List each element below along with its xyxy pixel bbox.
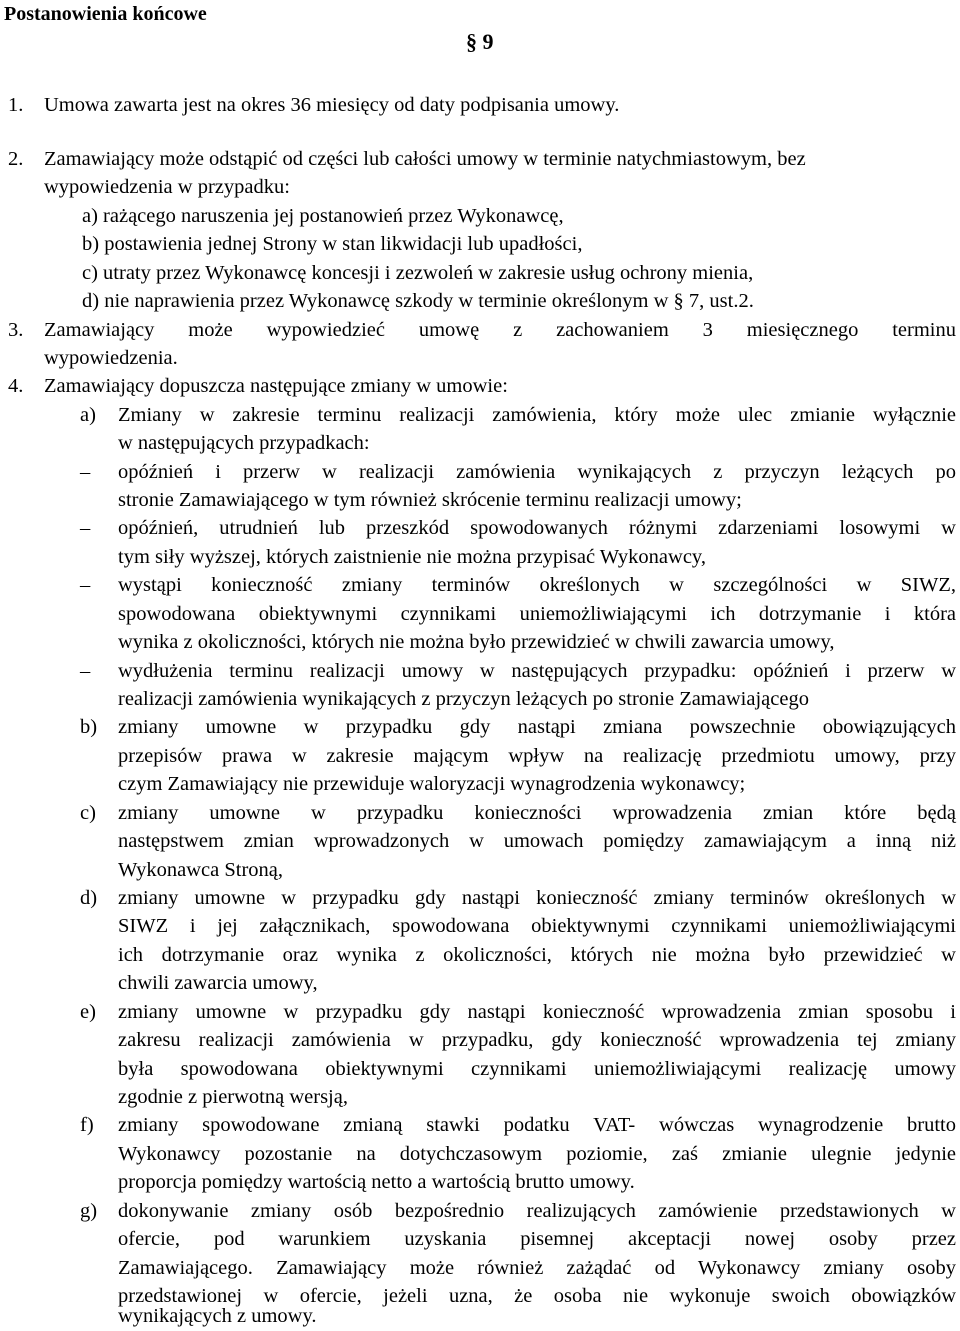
bullet-text: realizacji zamówienia wynikających z przyczyn leżących po stronie Zamawiającego: [118, 688, 809, 710]
list-item-text: Wykonawcy pozostanie na dotychczasowym poziomie, zaś zmianie ulegnie jedynie: [118, 1143, 956, 1165]
list-item-text: w następujących przypadkach:: [118, 432, 370, 454]
list-item-text: dokonywanie zmiany osób bezpośrednio realizujących zamówienie przedstawionych w: [118, 1200, 956, 1222]
list-item-text: Wykonawca Stroną,: [118, 859, 283, 881]
list-label: b): [80, 716, 98, 738]
bullet-text: opóźnień, utrudnień lub przeszkód spowodowanych różnymi zdarzeniami losowymi w: [118, 517, 956, 539]
bullet-text: tym siły wyższej, których zaistnienie nie można przypisać Wykonawcy,: [118, 546, 706, 568]
list-item-text: zakresu realizacji zamówienia w przypadku, gdy konieczność wprowadzenia tej zmiany: [118, 1029, 956, 1051]
list-item-text: zmiany umowne w przypadku konieczności wprowadzenia zmian które będą: [118, 802, 956, 824]
list-item-text: ich dotrzymanie oraz wynika z okoliczności, których nie można było przewidzieć w: [118, 944, 956, 966]
list-label: f): [80, 1114, 94, 1136]
dash-bullet: –: [80, 461, 91, 483]
item-number: 4.: [8, 375, 24, 397]
item-text: wypowiedzenia w przypadku:: [44, 176, 290, 198]
section-heading: Postanowienia końcowe: [4, 3, 207, 25]
item-text: Umowa zawarta jest na okres 36 miesięcy od daty podpisania umowy.: [44, 94, 620, 116]
list-item-text: zmiany spowodowane zmianą stawki podatku VAT- wówczas wynagrodzenie brutto: [118, 1114, 956, 1136]
dash-bullet: –: [80, 574, 91, 596]
list-item-text: chwili zawarcia umowy,: [118, 972, 318, 994]
list-label: g): [80, 1200, 98, 1222]
list-item-text: następstwem zmian wprowadzonych w umowach pomiędzy zamawiającym a inną niż: [118, 830, 956, 852]
list-item: c) utraty przez Wykonawcę koncesji i zezwoleń w zakresie usług ochrony mienia,: [82, 262, 754, 284]
paragraph-number: § 9: [466, 29, 494, 54]
list-item-text: Zmiany w zakresie terminu realizacji zamówienia, który może ulec zmianie wyłącznie: [118, 404, 956, 426]
list-item-text: zmiany umowne w przypadku gdy nastąpi konieczność wprowadzenia zmian sposobu i: [118, 1001, 956, 1023]
item-text: Zamawiający może odstąpić od części lub całości umowy w terminie natychmiastowym, bez: [44, 148, 806, 170]
list-label: d): [80, 887, 98, 909]
list-item-text: zmiany umowne w przypadku gdy nastąpi zmiana powszechnie obowiązujących: [118, 716, 956, 738]
item-number: 2.: [8, 148, 24, 170]
list-item: d) nie naprawienia przez Wykonawcę szkody w terminie określonym w § 7, ust.2.: [82, 290, 754, 312]
list-item-text: była spowodowana obiektywnymi czynnikami uniemożliwiającymi realizację umowy: [118, 1058, 956, 1080]
dash-bullet: –: [80, 517, 91, 539]
bullet-text: wydłużenia terminu realizacji umowy w następujących przypadku: opóźnień i przerw w: [118, 660, 956, 682]
dash-bullet: –: [80, 660, 91, 682]
list-item-text: wynikających z umowy.: [118, 1305, 317, 1327]
bullet-text: spowodowana obiektywnymi czynnikami uniemożliwiającymi ich dotrzymanie i która: [118, 603, 956, 625]
list-item-text: proporcja pomiędzy wartością netto a wartością brutto umowy.: [118, 1171, 635, 1193]
bullet-text: stronie Zamawiającego w tym również skrócenie terminu realizacji umowy;: [118, 489, 742, 511]
bullet-text: opóźnień i przerw w realizacji zamówienia wynikających z przyczyn leżących po: [118, 461, 956, 483]
item-number: 1.: [8, 94, 24, 116]
list-item: b) postawienia jednej Strony w stan likwidacji lub upadłości,: [82, 233, 583, 255]
bullet-text: wynika z okoliczności, których nie można było przewidzieć w chwili zawarcia umowy,: [118, 631, 835, 653]
item-text: wypowiedzenia.: [44, 347, 178, 369]
list-item: a) rażącego naruszenia jej postanowień przez Wykonawcę,: [82, 205, 564, 227]
list-label: a): [80, 404, 96, 426]
list-item-text: SIWZ i jej załącznikach, spowodowana obiektywnymi czynnikami uniemożliwiającymi: [118, 915, 956, 937]
item-text: Zamawiający dopuszcza następujące zmiany w umowie:: [44, 375, 508, 397]
list-item-text: przedstawionej w ofercie, jeżeli uzna, że osoba nie wykonuje swoich obowiązków: [118, 1285, 956, 1307]
list-item-text: zgodnie z pierwotną wersją,: [118, 1086, 348, 1108]
bullet-text: wystąpi konieczność zmiany terminów określonych w szczególności w SIWZ,: [118, 574, 956, 596]
list-item-text: Zamawiającego. Zamawiający może również zażądać od Wykonawcy zmiany osoby: [118, 1257, 956, 1279]
list-label: c): [80, 802, 96, 824]
list-item-text: ofercie, pod warunkiem uzyskania pisemnej akceptacji nowej osoby przez: [118, 1228, 956, 1250]
list-item-text: zmiany umowne w przypadku gdy nastąpi konieczność zmiany terminów określonych w: [118, 887, 956, 909]
item-text: Zamawiający może wypowiedzieć umowę z zachowaniem 3 miesięcznego terminu: [44, 319, 956, 341]
item-number: 3.: [8, 319, 24, 341]
list-item-text: przepisów prawa w zakresie mającym wpływ na realizację przedmiotu umowy, przy: [118, 745, 956, 767]
list-item-text: czym Zamawiający nie przewiduje waloryzacji wynagrodzenia wykonawcy;: [118, 773, 746, 795]
list-label: e): [80, 1001, 96, 1023]
